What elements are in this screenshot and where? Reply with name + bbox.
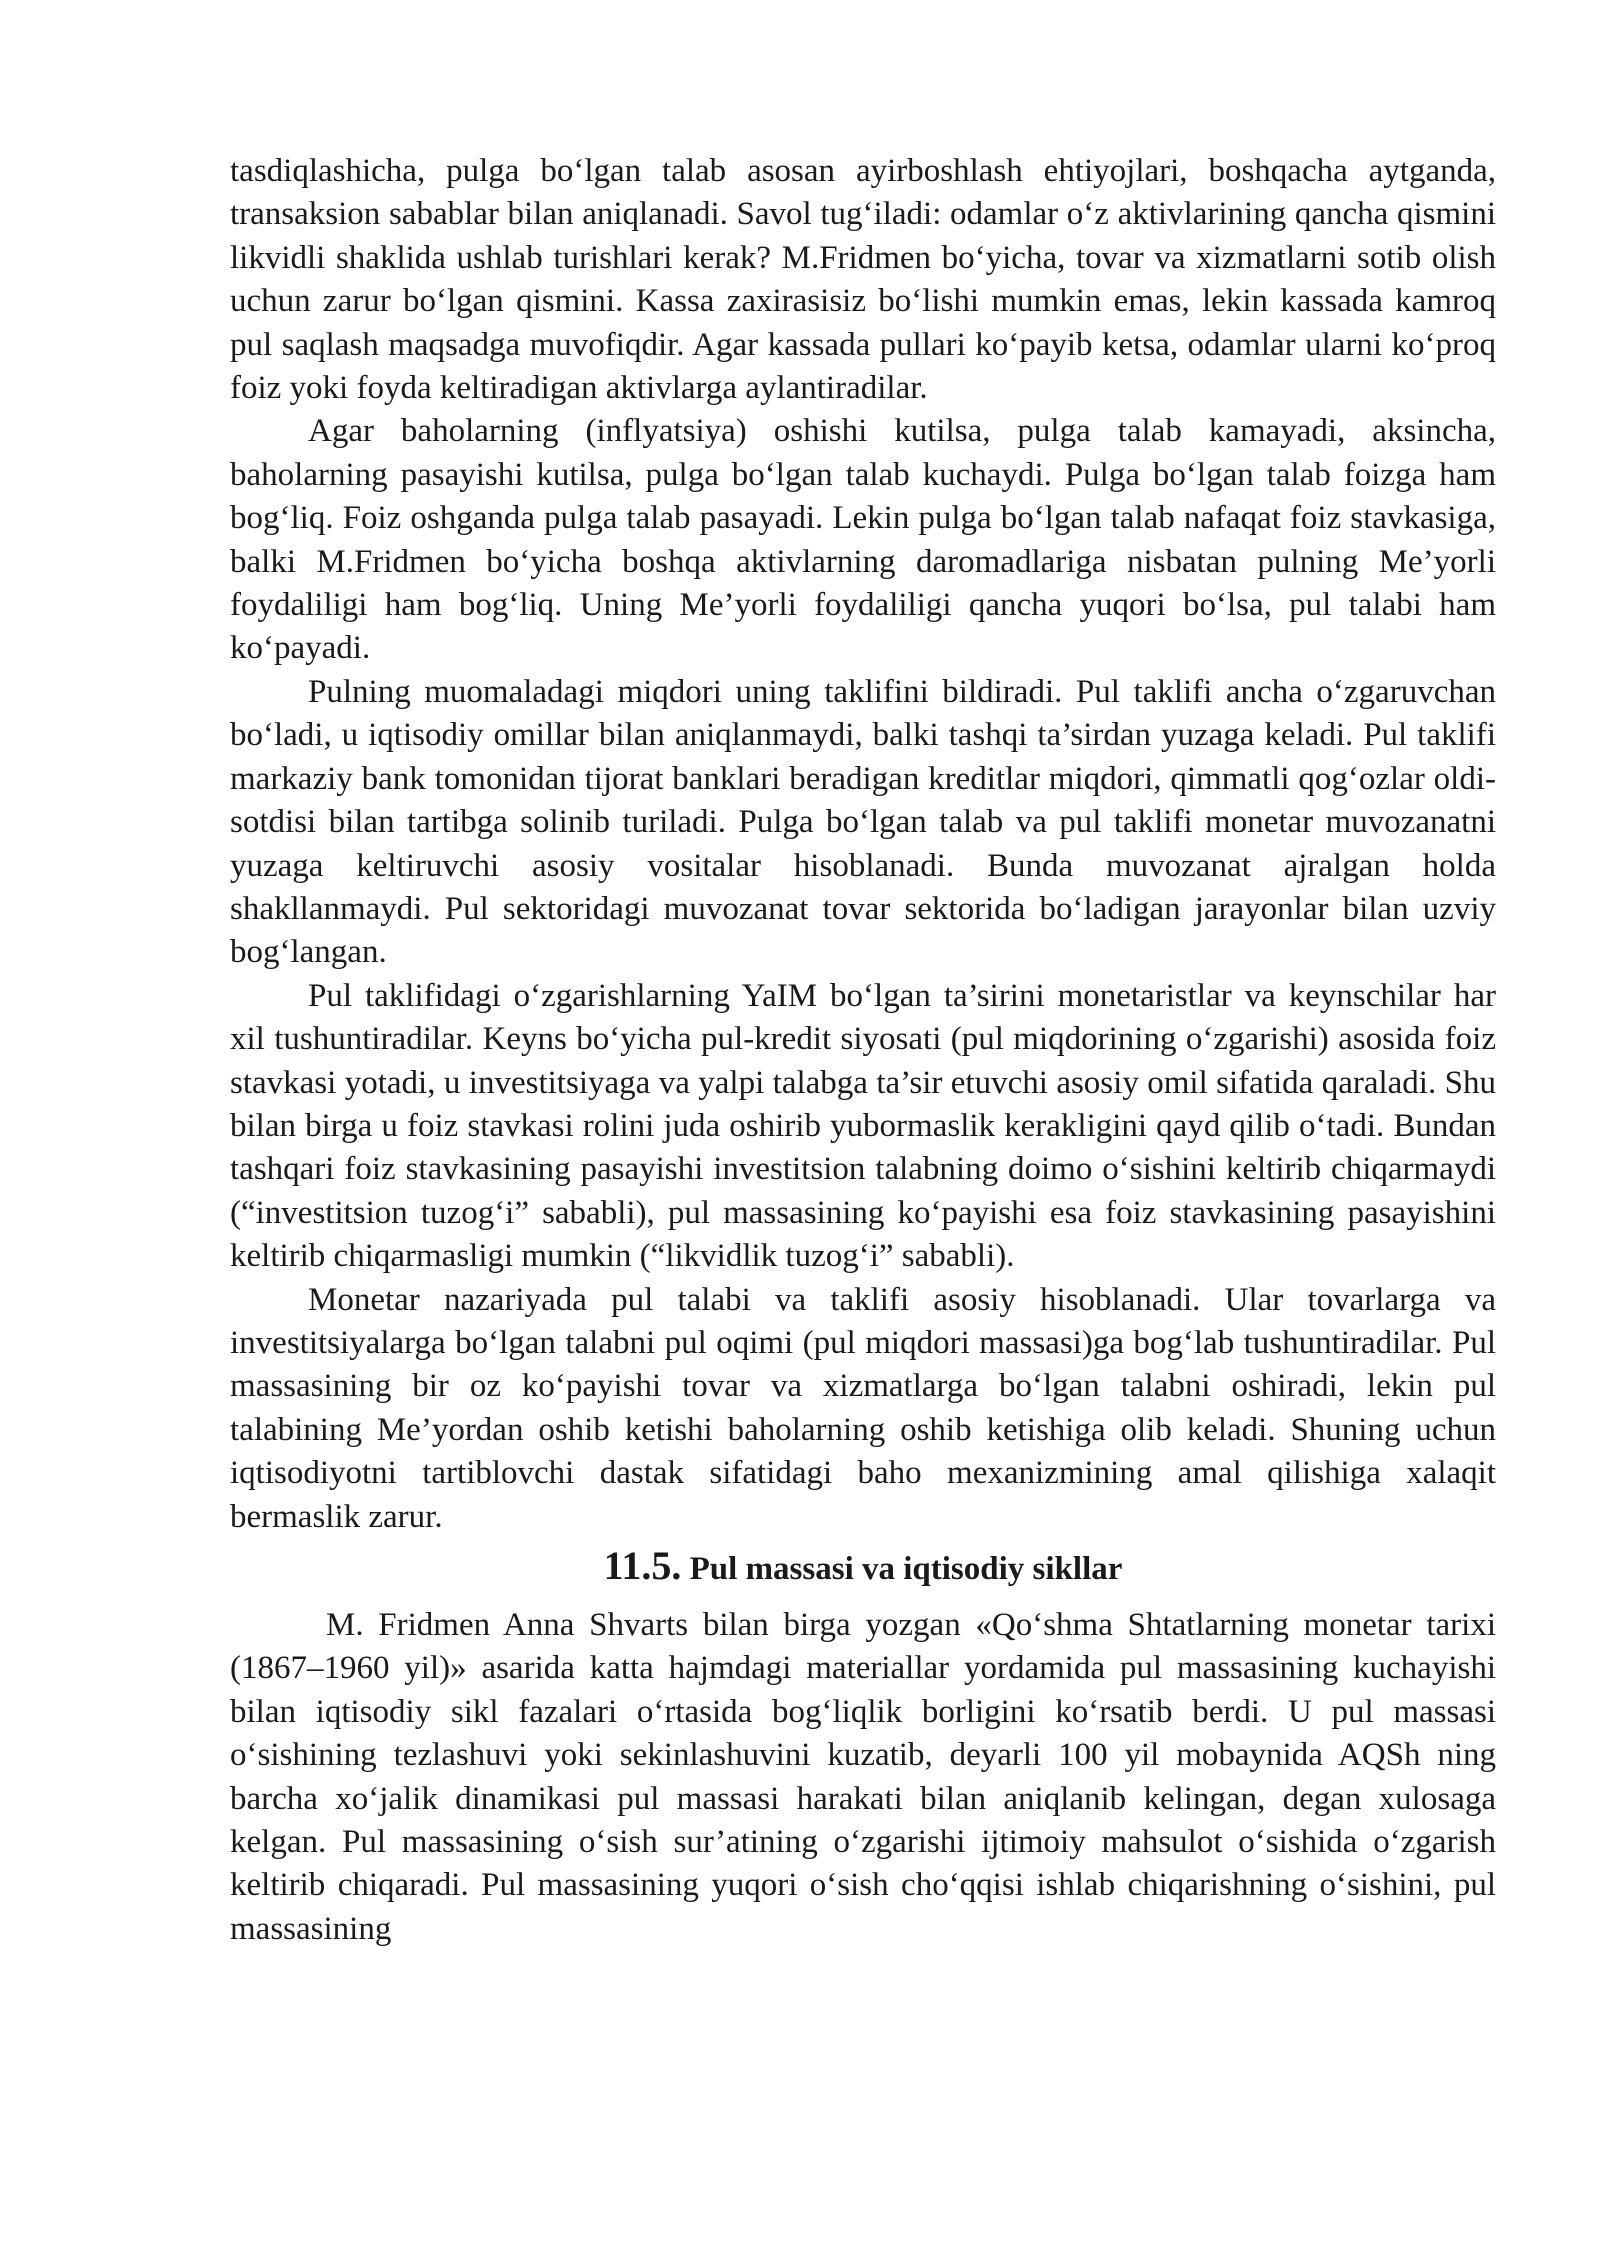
section-heading: [230, 1543, 1496, 1592]
paragraph-monetar-theory: Monetar nazariyada pul talabi va taklifi asosiy hisoblanadi. Ular tovarlarga va investitsiyalarga bo‘lgan talabni pul oqimi (pul miqdori massasi)ga bog‘lab tushuntiradilar. Pul massasining bir oz ko‘payishi tovar va xizmatlarga bo‘lgan talabni oshiradi, lekin pul talabining Me’yordan oshib ketishi baholarning oshib ketishiga olib keladi. Shuning uchun iqtisodiyotni tartiblovchi dastak sifatidagi baho mexanizmining amal qilishiga xalaqit bermaslik zarur.: [230, 1281, 1496, 1535]
section-number: 11.5.: [603, 1543, 682, 1588]
paragraph-money-supply: Pulning muomaladagi miqdori uning taklifini bildiradi. Pul taklifi ancha o‘zgaruvchan bo‘ladi, u iqtisodiy omillar bilan aniqlanmaydi, balki tashqi ta’sirdan yuzaga keladi. Pul taklifi markaziy bank tomonidan tijorat banklari beradigan kreditlar miqdori, qimmatli qog‘ozlar oldi-sotdisi bilan tartibga solinib turiladi. Pulga bo‘lgan talab va pul taklifi monetar muvozanatni yuzaga keltiruvchi asosiy vositalar hisoblanadi. Bunda muvozanat ajralgan holda shakllanmaydi. Pul sektoridagi muvozanat tovar sektorida bo‘ladigan jarayonlar bilan uzviy bog‘langan.: [230, 673, 1496, 971]
paragraph-keynes-vs-monetarists: Pul taklifidagi o‘zgarishlarning YaIM bo‘lgan ta’sirini monetaristlar va keynschilar har xil tushuntiradilar. Keyns bo‘yicha pul-kredit siyosati (pul miqdorining o‘zgarishi) asosida foiz stavkasi yotadi, u investitsiyaga va yalpi talabga ta’sir etuvchi asosiy omil sifatida qaraladi. Shu bilan birga u foiz stavkasi rolini juda oshirib yubormaslik kerakligini qayd qilib o‘tadi. Bundan tashqari foiz stavkasining pasayishi investitsion talabning doimo o‘sishini keltirib chiqarmaydi (“investitsion tuzog‘i” sababli), pul massasining ko‘payishi esa foiz stavkasining pasayishini keltirib chiqarmasligi mumkin (“likvidlik tuzog‘i” sababli).: [230, 977, 1496, 1275]
paragraph-inflation-expectations: Agar baholarning (inflyatsiya) oshishi kutilsa, pulga talab kamayadi, aksincha, baholarning pasayishi kutilsa, pulga bo‘lgan talab kuchaydi. Pulga bo‘lgan talab foizga ham bog‘liq. Foiz oshganda pulga talab pasayadi. Lekin pulga bo‘lgan talab nafaqat foiz stavkasiga, balki M.Fridmen bo‘yicha boshqa aktivlarning daromadlariga nisbatan pulning Me’yorli foydaliligi ham bog‘liq. Uning Me’yorli foydaliligi qancha yuqori bo‘lsa, pul talabi ham ko‘payadi.: [230, 413, 1496, 667]
section-title: Pul massasi va iqtisodiy sikllar: [689, 1551, 1123, 1587]
paragraph-fridman-schwartz: M. Fridmen Anna Shvarts bilan birga yozgan «Qo‘shma Shtatlarning monetar tarixi (1867–1960 yil)» asarida katta hajmdagi materiallar yordamida pul massasining kuchayishi bilan iqtisodiy sikl fazalari o‘rtasida bog‘liqlik borligini ko‘rsatib berdi. U pul massasi o‘sishining tezlashuvi yoki sekinlashuvini kuzatib, deyarli 100 yil mobaynida AQSh ning barcha xo‘jalik dinamikasi pul massasi harakati bilan aniqlanib kelingan, degan xulosaga kelgan. Pul massasining o‘sish sur’atining o‘zgarishi ijtimoiy mahsulot o‘sishida o‘zgarish keltirib chiqaradi. Pul massasining yuqori o‘sish cho‘qqisi ishlab chiqarishning o‘sishini, pul massasining: [230, 1607, 1496, 1947]
document-page: [230, 150, 1496, 1951]
paragraph-transaction-demand: tasdiqlashicha, pulga bo‘lgan talab asosan ayirboshlash ehtiyojlari, boshqacha aytganda, transaksion sabablar bilan aniqlanadi. Savol tug‘iladi: odamlar o‘z aktivlarining qancha qismini likvidli shaklida ushlab turishlari kerak? M.Fridmen bo‘yicha, tovar va xizmatlarni sotib olish uchun zarur bo‘lgan qismini. Kassa zaxirasisiz bo‘lishi mumkin emas, lekin kassada kamroq pul saqlash maqsadga muvofiqdir. Agar kassada pullari ko‘payib ketsa, odamlar ularni ko‘proq foiz yoki foyda keltiradigan aktivlarga aylantiradilar.: [230, 153, 1496, 407]
